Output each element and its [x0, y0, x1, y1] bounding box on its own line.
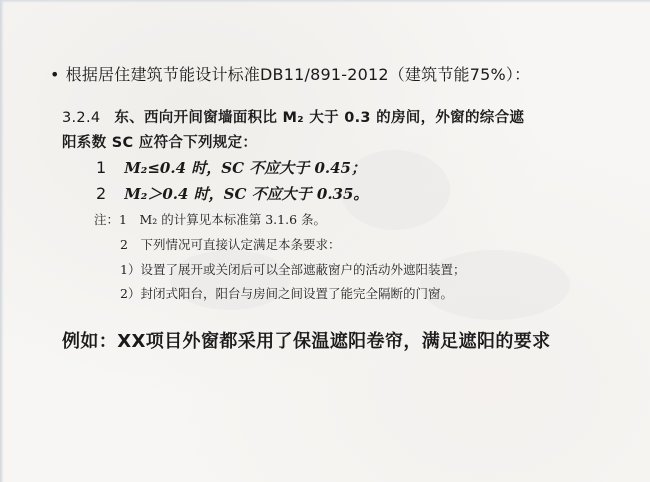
note-text: 1）设置了展开或关闭后可以全部遮蔽窗户的活动外遮阳装置；	[120, 262, 466, 277]
rule-item-1	[96, 157, 366, 178]
note-line-1	[94, 210, 326, 228]
note-label: 注：	[94, 212, 120, 227]
rule-item-text: M₂＞0.4 时，SC 不应大于 0.35。	[124, 185, 369, 203]
clause-text-line-1: 东、西向开间窗墙面积比 M₂ 大于 0.3 的房间，外窗的综合遮	[114, 110, 525, 126]
rule-item-text: M₂≤0.4 时，SC 不应大于 0.45；	[124, 159, 366, 177]
note-text: 2）封闭式阳台，阳台与房间之间设置了能完全隔断的门窗。	[120, 286, 453, 301]
rule-item-2	[96, 183, 368, 204]
clause-line-1	[62, 106, 524, 127]
note-line-2	[120, 235, 340, 253]
rule-item-index: 2	[96, 184, 107, 203]
note-text: 2 下列情况可直接认定满足本条要求：	[120, 237, 341, 252]
clause-text-line-2: 阳系数 SC 应符合下列规定：	[62, 135, 258, 151]
rule-item-index: 1	[96, 158, 107, 177]
bullet-icon: •	[50, 65, 60, 84]
page-edge-top	[0, 0, 650, 3]
note-text: 1 M₂ 的计算见本标准第 3.1.6 条。	[119, 212, 327, 227]
example-statement: 例如：XX项目外窗都采用了保温遮阳卷帘，满足遮阳的要求	[62, 331, 551, 352]
page-edge-left	[0, 0, 4, 482]
note-line-4	[120, 284, 453, 302]
bullet-heading-text: 根据居住建筑节能设计标准DB11/891-2012（建筑节能75%）：	[65, 65, 531, 84]
bullet-heading	[50, 62, 530, 85]
clause-number: 3.2.4	[62, 110, 101, 126]
note-line-3	[120, 260, 465, 278]
clause-line-2	[62, 131, 257, 152]
